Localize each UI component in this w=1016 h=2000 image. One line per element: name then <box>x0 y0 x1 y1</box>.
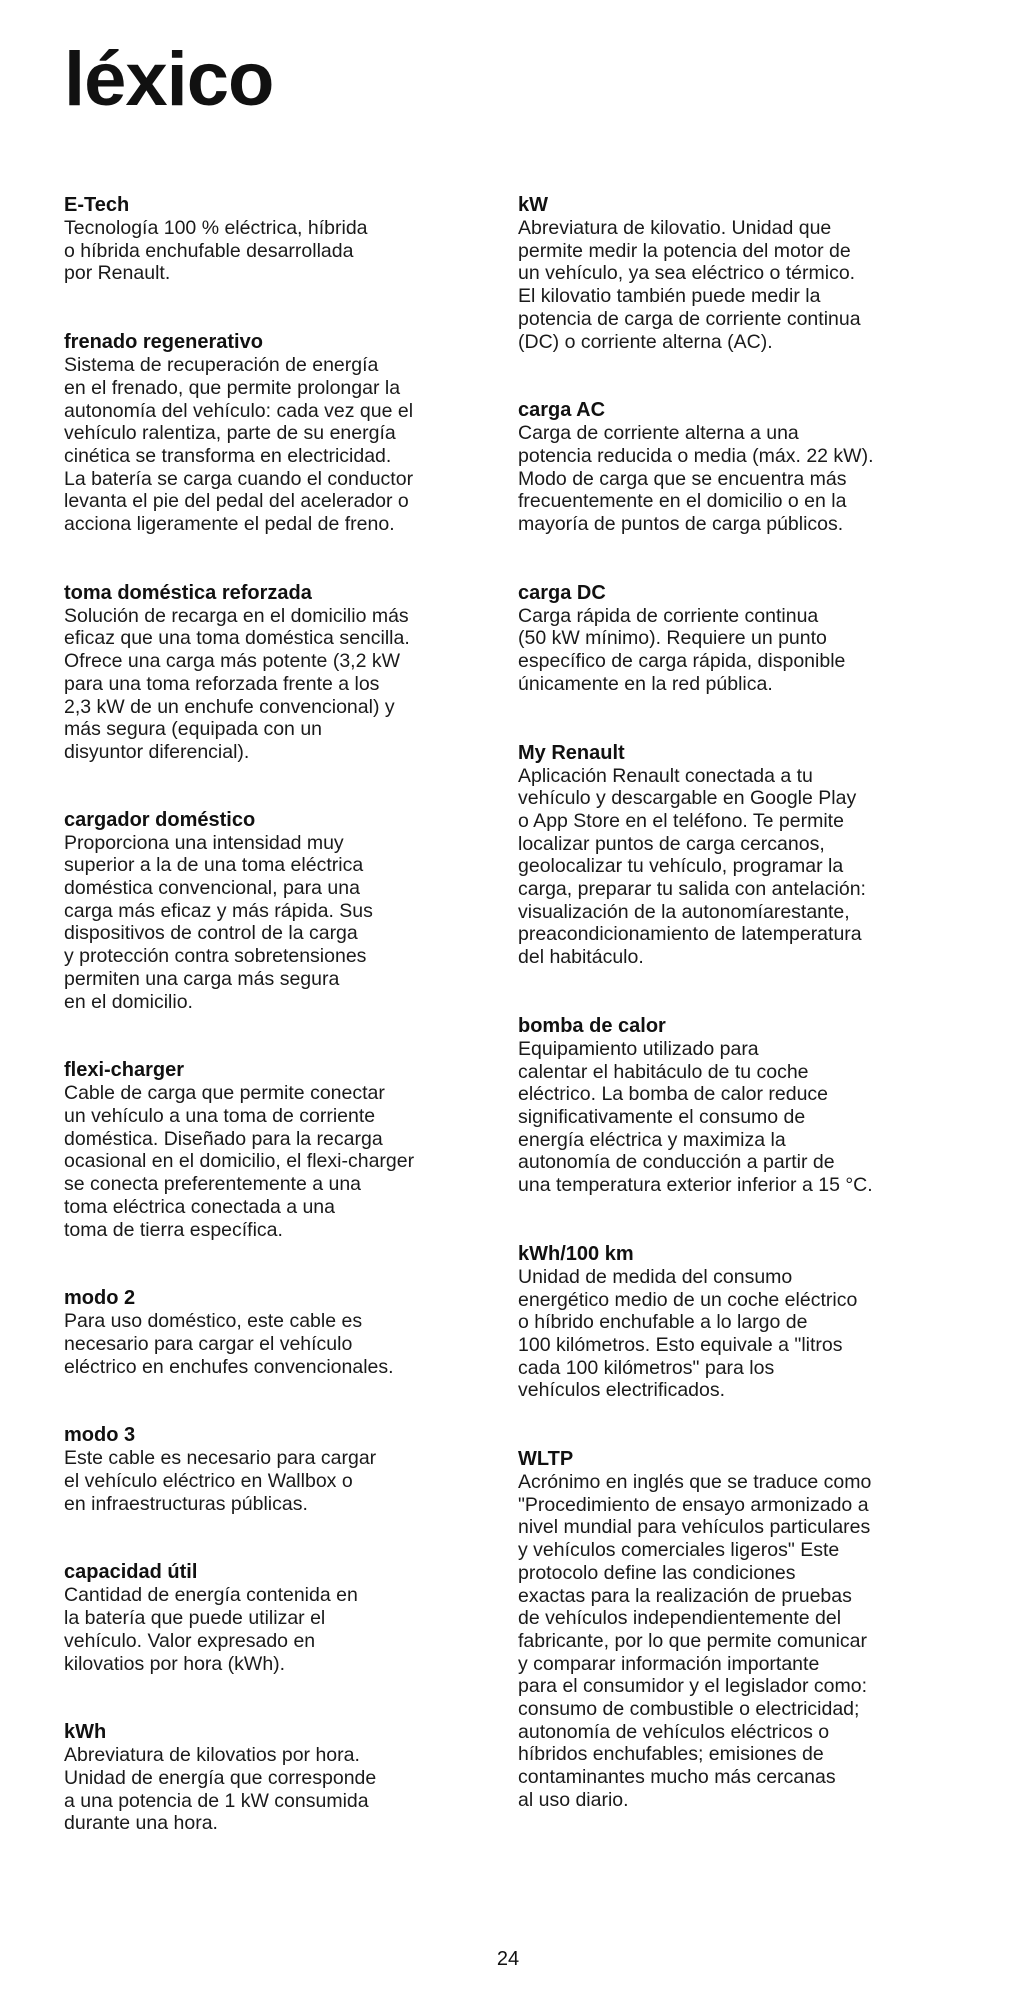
definition: Proporciona una intensidad muy superior a la de una toma eléctrica doméstica convencional, para una carga más eficaz y más rápida. Sus dispositivos de control de la carga y protección contra sobretensiones permiten una carga más segura en el domicilio. <box>64 831 373 1013</box>
glossary-entry-toma-domestica-reforzada <box>64 582 504 764</box>
definition: Cable de carga que permite conectar un vehículo a una toma de corriente doméstica. Diseñado para la recarga ocasional en el domicilio, el flexi-charger se conecta preferentemente a una toma eléctrica conectada a una toma de tierra específica. <box>64 1082 415 1241</box>
term: bomba de calor <box>518 1014 666 1037</box>
glossary-entry-carga-dc <box>518 582 970 696</box>
glossary-entry-modo-2 <box>64 1287 504 1378</box>
definition: Carga de corriente alterna a una potencia reducida o media (máx. 22 kW). Modo de carga que se encuentra más frecuentemente en el domicilio o en la mayoría de puntos de carga públicos. <box>518 422 874 536</box>
definition: Cantidad de energía contenida en la batería que puede utilizar el vehículo. Valor expresado en kilovatios por hora (kWh). <box>64 1584 358 1675</box>
term: modo 2 <box>64 1287 136 1310</box>
term: frenado regenerativo <box>64 331 263 354</box>
glossary-entry-flexi-charger <box>64 1059 504 1241</box>
glossary-entry-modo-3 <box>64 1424 504 1515</box>
glossary-entry-kwh <box>64 1721 504 1835</box>
term: WLTP <box>518 1448 574 1471</box>
left-column <box>64 194 504 1835</box>
glossary-entry-carga-ac <box>518 399 970 536</box>
glossary-entry-my-renault <box>518 742 970 969</box>
page-number: 24 <box>496 1948 520 1970</box>
term: modo 3 <box>64 1424 136 1447</box>
definition: Acrónimo en inglés que se traduce como "Procedimiento de ensayo armonizado a nivel mundial para vehículos particulares y vehículos comerciales ligeros" Este protocolo define las condiciones exactas para la realización de pruebas de vehículos independientemente del fabricante, por lo que permite comunicar y comparar información importante para el consumidor y el legislador como: consumo de combustible o electricidad; autonomía de vehículos eléctricos o híbridos enchufables; emisiones de contaminantes mucho más cercanas al uso diario. <box>518 1471 872 1811</box>
term: kWh/100 km <box>518 1242 634 1265</box>
glossary-entry-etech <box>64 194 504 285</box>
definition: Para uso doméstico, este cable es necesario para cargar el vehículo eléctrico en enchufes convencionales. <box>64 1310 394 1378</box>
definition: Abreviatura de kilovatio. Unidad que permite medir la potencia del motor de un vehículo, ya sea eléctrico o térmico. El kilovatio también puede medir la potencia de carga de corriente continua (DC) o corriente alterna (AC). <box>518 217 861 353</box>
glossary-entry-bomba-de-calor <box>518 1015 970 1197</box>
definition: Unidad de medida del consumo energético medio de un coche eléctrico o híbrido enchufable a lo largo de 100 kilómetros. Esto equivale a "litros cada 100 kilómetros" para los vehículos electrificados. <box>518 1265 858 1402</box>
term: kW <box>518 194 548 216</box>
definition: Solución de recarga en el domicilio más eficaz que una toma doméstica sencilla. Ofrece una carga más potente (3,2 kW para una toma reforzada frente a los 2,3 kW de un enchufe convencional) y más segura (equipada con un disyuntor diferencial). <box>64 604 410 763</box>
definition: Sistema de recuperación de energía en el frenado, que permite prolongar la autonomía del vehículo: cada vez que el vehículo ralentiza, parte de su energía cinética se transforma en electricidad. La batería se carga cuando el conductor levanta el pie del pedal del acelerador o acciona ligeramente el pedal de freno. <box>64 354 414 536</box>
term: E-Tech <box>64 194 130 216</box>
glossary-entry-kw <box>518 194 970 353</box>
definition: Tecnología 100 % eléctrica, híbrida o híbrida enchufable desarrollada por Renault. <box>64 217 368 285</box>
term: toma doméstica reforzada <box>64 581 312 604</box>
glossary-entry-cargador-domestico <box>64 809 504 1014</box>
glossary-entry-capacidad-util <box>64 1561 504 1675</box>
definition: Equipamiento utilizado para calentar el habitáculo de tu coche eléctrico. La bomba de calor reduce significativamente el consumo de energía eléctrica y maximiza la autonomía de conducción a partir de una temperatura exterior inferior a 15 °C. <box>518 1037 873 1197</box>
definition: Aplicación Renault conectada a tu vehículo y descargable en Google Play o App Store en el teléfono. Te permite localizar puntos de carga cercanos, geolocalizar tu vehículo, programar la carga, preparar tu salida con antelación: visualización de la autonomíarestante, preacondicionamiento de latemperatura del habitáculo. <box>518 764 866 969</box>
term: My Renault <box>518 741 625 764</box>
term: carga DC <box>518 581 606 604</box>
definition: Este cable es necesario para cargar el vehículo eléctrico en Wallbox o en infraestructuras públicas. <box>64 1447 377 1515</box>
term: carga AC <box>518 399 606 422</box>
right-column <box>518 194 970 1812</box>
term: cargador doméstico <box>64 808 256 831</box>
glossary-entry-frenado-regenerativo <box>64 331 504 536</box>
term: capacidad útil <box>64 1561 198 1584</box>
glossary-entry-kwh-100km <box>518 1243 970 1402</box>
page-title: léxico <box>64 37 274 122</box>
definition: Abreviatura de kilovatios por hora. Unidad de energía que corresponde a una potencia de 1 kW consumida durante una hora. <box>64 1744 377 1835</box>
definition: Carga rápida de corriente continua (50 kW mínimo). Requiere un punto específico de carga rápida, disponible únicamente en la red pública. <box>518 604 846 695</box>
glossary-entry-wltp <box>518 1448 970 1812</box>
term: flexi-charger <box>64 1059 185 1082</box>
term: kWh <box>64 1721 107 1744</box>
